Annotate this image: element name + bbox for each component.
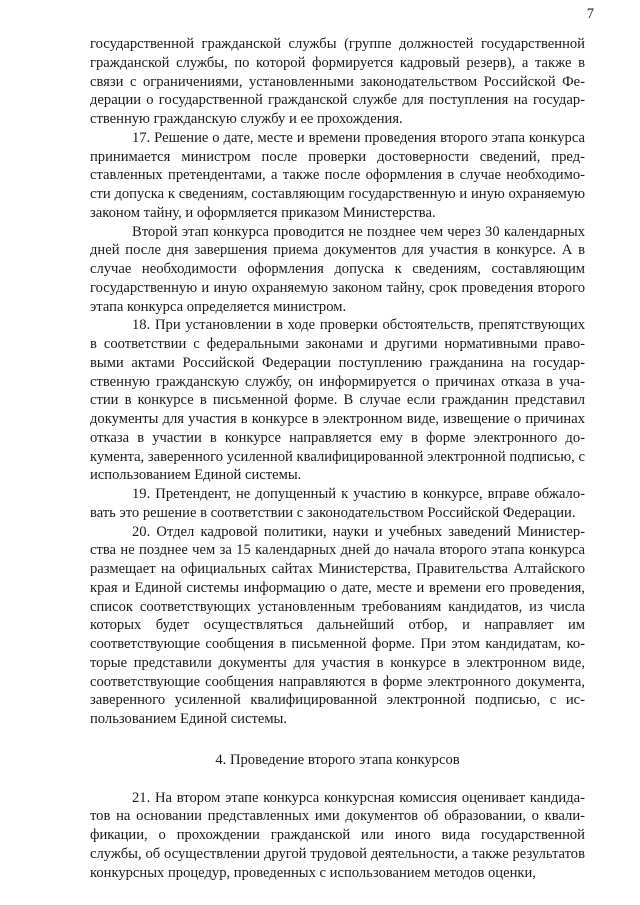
paragraph-20: 20. Отдел кадровой политики, науки и учебных заведений Министерства не позднее чем за 15 календарных дней до начала второго этапа конкурса размещает на официальных сайтах Министерства, Правительства Алтайского края и Единой системы информацию о дате, месте и времени его проведения, список соответствующих установленным требованиям кандидатов, из числа которых будет осуществляться дальнейший отбор, и направляет им соответствующие сообщения в письменной форме. При этом кандидатам, которые представили документы для участия в конкурсе в электронном виде, соответствующие сообщения направляются в форме электронного документа, заверенного усиленной квалифицированной электронной подписью, с использованием Единой системы. xyxy=(90,523,585,727)
paragraph-17: 17. Решение о дате, месте и времени проведения второго этапа конкурса принимается министром после проверки достоверности сведений, представленных претендентами, а также после оформления в случае необходимости допуска к сведениям, составляющим государственную и иную охраняемую законом тайну, и оформляется приказом Министерства. xyxy=(90,129,585,221)
document-body xyxy=(90,35,585,882)
paragraph-21: 21. На втором этапе конкурса конкурсная комиссия оценивает кандидатов на основании представленных ими документов об образовании, о квалификации, о прохождении гражданской или иного вида государственной службы, об осуществлении другой трудовой деятельности, а также результатов конкурсных процедур, проведенных с использованием методов оценки, xyxy=(90,789,585,881)
section-heading: 4. Проведение второго этапа конкурсов xyxy=(215,751,460,768)
paragraph-17-second-stage-timing: Второй этап конкурса проводится не позднее чем через 30 календарных дней после дня завершения приема документов для участия в конкурсе. А в случае необходимости оформления допуска к сведениям, составляющим государственную и иную охраняемую законом тайну, срок проведения второго этапа конкурса определяется министром. xyxy=(90,223,585,315)
paragraph-continuation: государственной гражданской службы (группе должностей государственной гражданской службы, по которой формируется кадровый резерв), а также в связи с ограничениями, установленными законодательством Российской Федерации о государственной гражданской службе для поступления на государственную гражданскую службу и ее прохождения. xyxy=(90,36,585,127)
page-number: 7 xyxy=(586,6,594,22)
paragraph-18: 18. При установлении в ходе проверки обстоятельств, препятствующих в соответствии с федеральными законами и другими нормативными правовыми актами Российской Федерации поступлению гражданина на государственную гражданскую службу, он информируется о причинах отказа в участии в конкурсе в письменной форме. В случае если гражданин представил документы для участия в конкурсе в электронном виде, извещение о причинах отказа в участии в конкурсе направляется ему в форме электронного документа, заверенного усиленной квалифицированной электронной подписью, с использованием Единой системы. xyxy=(90,317,585,484)
paragraph-19: 19. Претендент, не допущенный к участию в конкурсе, вправе обжаловать это решение в соответствии с законодательством Российской Федерации. xyxy=(90,486,585,521)
